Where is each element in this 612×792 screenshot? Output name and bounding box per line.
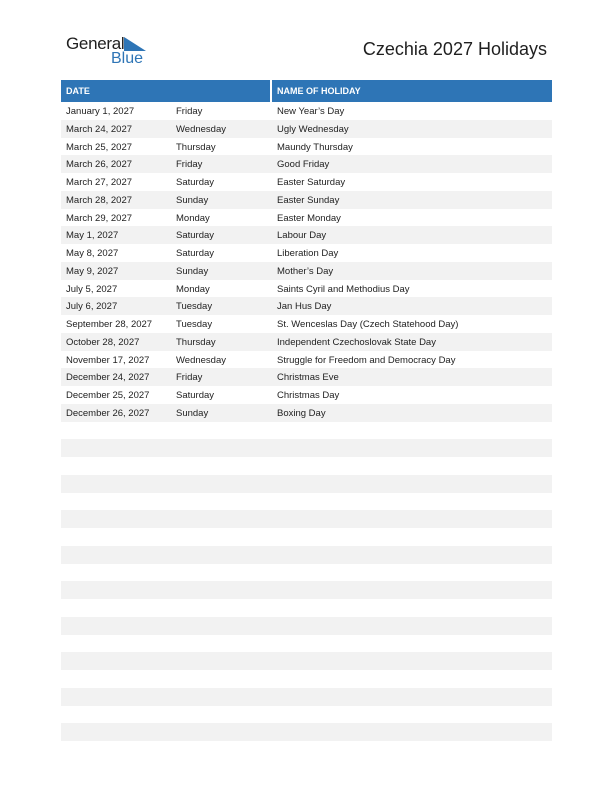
cell-day: Saturday bbox=[176, 177, 215, 188]
cell-date: May 1, 2027 bbox=[66, 230, 119, 242]
cell-holiday-name: Good Friday bbox=[277, 159, 330, 171]
logo-general-text: General bbox=[66, 34, 125, 53]
cell-holiday-name: Jan Hus Day bbox=[277, 301, 332, 313]
table-row bbox=[61, 475, 552, 493]
cell-date: March 28, 2027 bbox=[66, 194, 133, 206]
cell-holiday-name: Boxing Day bbox=[277, 407, 326, 419]
cell-day: Saturday bbox=[176, 248, 215, 259]
table-row bbox=[61, 528, 552, 546]
cell-day: Friday bbox=[176, 372, 203, 384]
table-row bbox=[61, 546, 552, 564]
table-row bbox=[61, 191, 552, 209]
table-row bbox=[61, 706, 552, 724]
table-row bbox=[61, 617, 552, 635]
cell-date: December 26, 2027 bbox=[66, 407, 150, 419]
table-row bbox=[61, 564, 552, 582]
cell-day: Friday bbox=[176, 159, 203, 171]
cell-holiday-name: Saints Cyril and Methodius Day bbox=[277, 283, 410, 295]
table-row bbox=[61, 368, 552, 386]
table-row bbox=[61, 120, 552, 138]
cell-day: Tuesday bbox=[176, 319, 213, 330]
cell-date: May 8, 2027 bbox=[66, 248, 119, 259]
cell-date: March 24, 2027 bbox=[66, 123, 133, 135]
table-row bbox=[61, 155, 552, 173]
cell-day: Thursday bbox=[176, 336, 216, 348]
table-row bbox=[61, 280, 552, 298]
table-row bbox=[61, 404, 552, 422]
cell-date: July 6, 2027 bbox=[66, 301, 118, 313]
cell-day: Sunday bbox=[176, 194, 209, 206]
table-row bbox=[61, 226, 552, 244]
cell-holiday-name: Easter Saturday bbox=[277, 177, 346, 188]
cell-holiday-name: Labour Day bbox=[277, 230, 327, 242]
cell-date: July 5, 2027 bbox=[66, 283, 118, 295]
table-row bbox=[61, 581, 552, 599]
cell-date: October 28, 2027 bbox=[66, 336, 140, 348]
cell-day: Friday bbox=[176, 106, 203, 117]
cell-holiday-name: Maundy Thursday bbox=[277, 141, 353, 153]
cell-date: December 25, 2027 bbox=[66, 390, 150, 401]
table-row bbox=[61, 688, 552, 706]
table-body bbox=[61, 102, 552, 741]
table-row bbox=[61, 173, 552, 191]
table-row bbox=[61, 138, 552, 156]
table-header bbox=[61, 80, 552, 102]
cell-date: March 29, 2027 bbox=[66, 212, 133, 224]
cell-day: Monday bbox=[176, 212, 210, 224]
table-row bbox=[61, 493, 552, 511]
cell-holiday-name: St. Wenceslas Day (Czech Statehood Day) bbox=[277, 319, 459, 330]
header-divider bbox=[270, 80, 272, 102]
table-row bbox=[61, 422, 552, 440]
holiday-table bbox=[61, 80, 552, 741]
table-row bbox=[61, 635, 552, 653]
table-row bbox=[61, 723, 552, 741]
cell-holiday-name: Easter Monday bbox=[277, 212, 341, 224]
table-row bbox=[61, 333, 552, 351]
column-header-name: NAME OF HOLIDAY bbox=[277, 86, 361, 96]
table-row bbox=[61, 599, 552, 617]
table-row bbox=[61, 439, 552, 457]
cell-date: January 1, 2027 bbox=[66, 106, 135, 117]
table-row bbox=[61, 315, 552, 333]
table-row bbox=[61, 670, 552, 688]
cell-day: Sunday bbox=[176, 265, 209, 277]
cell-date: March 25, 2027 bbox=[66, 141, 133, 153]
cell-holiday-name: Christmas Eve bbox=[277, 372, 339, 384]
logo bbox=[66, 34, 156, 70]
cell-day: Wednesday bbox=[176, 123, 226, 135]
table-row bbox=[61, 297, 552, 315]
cell-holiday-name: Independent Czechoslovak State Day bbox=[277, 336, 436, 348]
column-header-date: DATE bbox=[66, 86, 90, 96]
page-title: Czechia 2027 Holidays bbox=[362, 39, 547, 59]
cell-holiday-name: Easter Sunday bbox=[277, 194, 340, 206]
cell-holiday-name: New Year’s Day bbox=[277, 106, 345, 117]
table-row bbox=[61, 457, 552, 475]
cell-day: Wednesday bbox=[176, 354, 226, 366]
cell-day: Tuesday bbox=[176, 301, 213, 313]
cell-day: Monday bbox=[176, 283, 210, 295]
table-row bbox=[61, 262, 552, 280]
cell-date: September 28, 2027 bbox=[66, 319, 153, 330]
table-row bbox=[61, 510, 552, 528]
cell-date: November 17, 2027 bbox=[66, 354, 150, 366]
cell-holiday-name: Christmas Day bbox=[277, 390, 340, 401]
cell-date: December 24, 2027 bbox=[66, 372, 150, 384]
cell-date: March 26, 2027 bbox=[66, 159, 133, 171]
cell-holiday-name: Liberation Day bbox=[277, 248, 339, 259]
cell-holiday-name: Struggle for Freedom and Democracy Day bbox=[277, 354, 456, 366]
table-row bbox=[61, 102, 552, 120]
logo-blue-text: Blue bbox=[111, 50, 144, 67]
table-row bbox=[61, 244, 552, 262]
table-row bbox=[61, 386, 552, 404]
table-row bbox=[61, 351, 552, 369]
table-row bbox=[61, 652, 552, 670]
table-row bbox=[61, 209, 552, 227]
cell-date: May 9, 2027 bbox=[66, 265, 119, 277]
cell-day: Saturday bbox=[176, 230, 215, 242]
cell-day: Sunday bbox=[176, 407, 209, 419]
cell-date: March 27, 2027 bbox=[66, 177, 133, 188]
cell-holiday-name: Ugly Wednesday bbox=[277, 123, 349, 135]
cell-day: Saturday bbox=[176, 390, 215, 401]
cell-holiday-name: Mother’s Day bbox=[277, 265, 334, 277]
cell-day: Thursday bbox=[176, 141, 216, 153]
